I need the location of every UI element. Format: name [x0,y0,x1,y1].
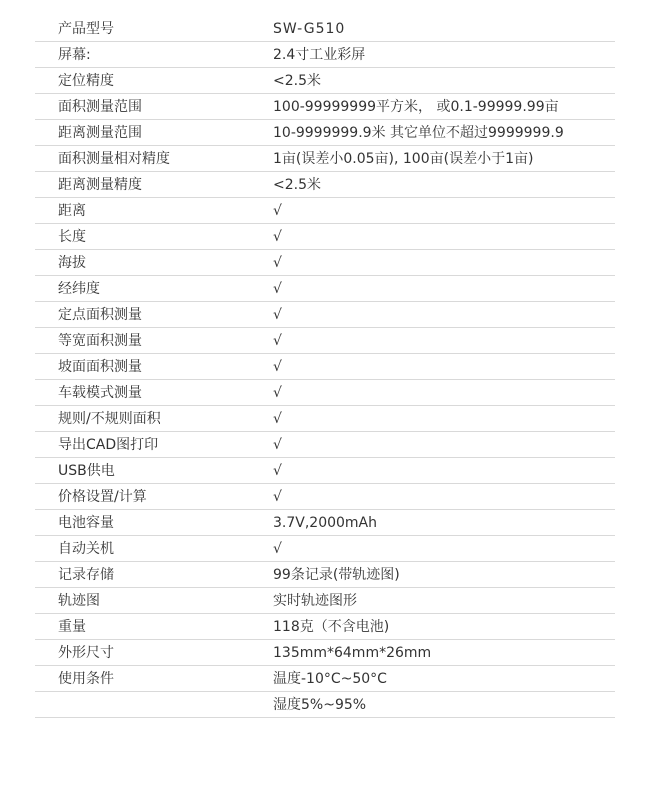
spec-value: <2.5米 [273,72,321,89]
spec-row-storage [35,562,615,588]
spec-value: 3.7V,2000mAh [273,514,378,531]
spec-row-regular-irregular-area [35,406,615,432]
spec-value: 1亩(误差小0.05亩), 100亩(误差小于1亩) [273,150,534,167]
spec-label: USB供电 [58,462,115,479]
spec-value: SW-G510 [273,20,346,37]
spec-row-distance-accuracy [35,172,615,198]
spec-label: 电池容量 [58,514,114,531]
spec-label: 定位精度 [58,72,114,89]
spec-label: 记录存储 [58,566,114,583]
spec-label: 轨迹图 [58,592,100,609]
spec-label: 面积测量范围 [58,98,142,115]
spec-label: 距离测量精度 [58,176,142,193]
spec-row-auto-shutdown [35,536,615,562]
spec-label: 重量 [58,618,86,635]
spec-row-slope-area [35,354,615,380]
spec-label: 自动关机 [58,540,114,557]
check-mark: √ [273,436,282,453]
spec-row-positioning-accuracy [35,68,615,94]
spec-row-area-accuracy [35,146,615,172]
spec-row-battery [35,510,615,536]
spec-label: 导出CAD图打印 [58,436,159,453]
check-mark: √ [273,410,282,427]
spec-row-export-cad [35,432,615,458]
spec-row-vehicle-mode [35,380,615,406]
spec-row-equal-width-area [35,328,615,354]
spec-value: 10-9999999.9米 其它单位不超过9999999.9 [273,124,564,141]
spec-row-conditions-temperature [35,666,615,692]
spec-label: 长度 [58,228,86,245]
check-mark: √ [273,488,282,505]
check-mark: √ [273,540,282,557]
spec-row-altitude [35,250,615,276]
spec-row-length [35,224,615,250]
spec-table [35,16,615,718]
check-mark: √ [273,384,282,401]
spec-label: 屏幕: [58,46,91,63]
spec-value: 118克（不含电池) [273,618,390,635]
check-mark: √ [273,228,282,245]
spec-row-usb-power [35,458,615,484]
spec-row-fixed-point-area [35,302,615,328]
spec-row-distance [35,198,615,224]
check-mark: √ [273,280,282,297]
spec-row-lat-long [35,276,615,302]
spec-value: 温度-10°C~50°C [273,670,387,687]
spec-row-model [35,16,615,42]
check-mark: √ [273,254,282,271]
spec-row-price-calc [35,484,615,510]
check-mark: √ [273,306,282,323]
spec-label: 价格设置/计算 [58,488,147,505]
check-mark: √ [273,202,282,219]
check-mark: √ [273,462,282,479]
spec-label: 外形尺寸 [58,644,114,661]
spec-row-conditions-humidity [35,692,615,718]
spec-row-distance-range [35,120,615,146]
spec-label: 海拔 [58,254,86,271]
spec-label: 产品型号 [58,20,114,37]
spec-value: 2.4寸工业彩屏 [273,46,366,63]
spec-value: 135mm*64mm*26mm [273,644,432,661]
spec-label: 距离 [58,202,86,219]
spec-value: 99条记录(带轨迹图) [273,566,400,583]
spec-row-weight [35,614,615,640]
spec-label: 经纬度 [58,280,100,297]
spec-row-screen [35,42,615,68]
spec-row-track [35,588,615,614]
spec-label: 车载模式测量 [58,384,142,401]
spec-value: 湿度5%~95% [273,696,367,713]
check-mark: √ [273,332,282,349]
check-mark: √ [273,358,282,375]
spec-label: 距离测量范围 [58,124,142,141]
spec-label: 定点面积测量 [58,306,142,323]
spec-value: 100-99999999平方米， 或0.1-99999.99亩 [273,98,559,115]
spec-label: 使用条件 [58,670,114,687]
spec-label: 面积测量相对精度 [58,150,170,167]
spec-label: 坡面面积测量 [58,358,142,375]
spec-label: 等宽面积测量 [58,332,142,349]
spec-value: <2.5米 [273,176,321,193]
spec-row-dimensions [35,640,615,666]
spec-label: 规则/不规则面积 [58,410,161,427]
spec-value: 实时轨迹图形 [273,592,357,609]
spec-row-area-range [35,94,615,120]
